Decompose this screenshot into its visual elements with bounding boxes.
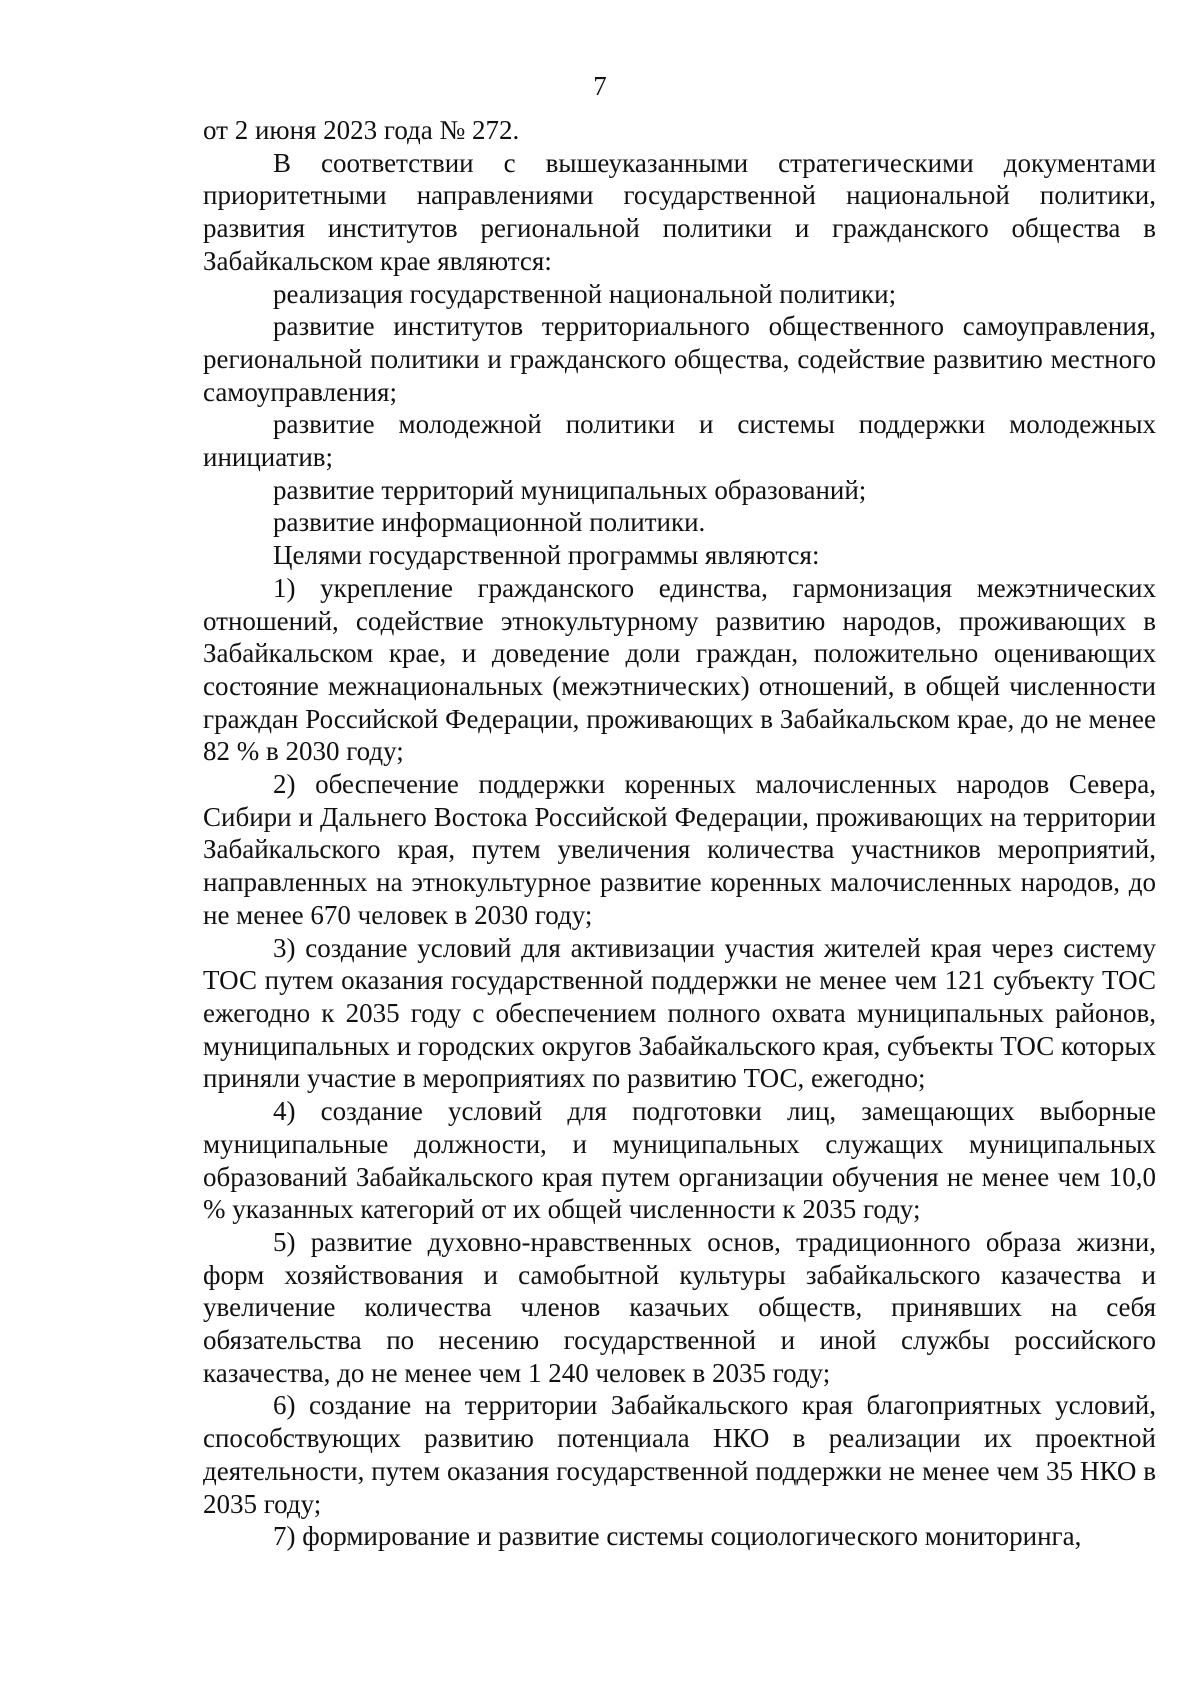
page-number: 7 bbox=[593, 71, 607, 101]
document-body bbox=[203, 114, 1156, 1553]
paragraph-priorities-intro: В соответствии с вышеуказанными стратегическими документами приоритетными направлениями государственной национальной политики, развития институтов региональной политики и гражданского общества в Забайкальском крае являются: bbox=[203, 147, 1156, 276]
list-item-priority-self-government: развитие институтов территориального общественного самоуправления, региональной политики и гражданского общества, содействие развитию местного самоуправления; bbox=[203, 311, 1156, 407]
list-item-priority-youth-policy: развитие молодежной политики и системы поддержки молодежных инициатив; bbox=[203, 409, 1156, 473]
list-item-goal-2: 2) обеспечение поддержки коренных малочисленных народов Севера, Сибири и Дальнего Востока Российской Федерации, проживающих на территории Забайкальского края, путем увеличения количества участников мероприятий, направленных на этнокультурное развитие коренных малочисленных народов, до не менее 670 человек в 2030 году; bbox=[203, 769, 1156, 930]
paragraph-goals-intro: Целями государственной программы являются: bbox=[273, 540, 820, 571]
list-item-goal-7: 7) формирование и развитие системы социологического мониторинга, bbox=[273, 1521, 1082, 1552]
list-item-priority-municipal-territories: развитие территорий муниципальных образований; bbox=[273, 474, 867, 505]
list-item-goal-4: 4) создание условий для подготовки лиц, замещающих выборные муниципальные должности, и муниципальных служащих муниципальных образований Забайкальского края путем организации обучения не менее чем 10,0 % указанных категорий от их общей численности к 2035 году; bbox=[203, 1096, 1156, 1225]
list-item-priority-national-policy: реализация государственной национальной политики; bbox=[273, 278, 897, 309]
list-item-priority-information-policy: развитие информационной политики. bbox=[273, 507, 706, 538]
list-item-goal-5: 5) развитие духовно-нравственных основ, традиционного образа жизни, форм хозяйствования и самобытной культуры забайкальского казачества и увеличение количества членов казачьих обществ, принявших на себя обязательства по несению государственной и иной службы российского казачества, до не менее чем 1 240 человек в 2035 году; bbox=[203, 1226, 1156, 1388]
paragraph-continuation: от 2 июня 2023 года № 272. bbox=[203, 115, 520, 145]
list-item-goal-3: 3) создание условий для активизации участия жителей края через систему ТОС путем оказания государственной поддержки не менее чем 121 субъекту ТОС ежегодно к 2035 году с обеспечением полного охвата муниципальных районов, муниципальных и городских округов Забайкальского края, субъекты ТОС которых приняли участие в мероприятиях по развитию ТОС, ежегодно; bbox=[203, 932, 1156, 1094]
list-item-goal-1: 1) укрепление гражданского единства, гармонизация межэтнических отношений, содействие этнокультурному развитию народов, проживающих в Забайкальском крае, и доведение доли граждан, положительно оценивающих состояние межнациональных (межэтнических) отношений, в общей численности граждан Российской Федерации, проживающих в Забайкальском крае, до не менее 82 % в 2030 году; bbox=[203, 572, 1156, 767]
list-item-goal-6: 6) создание на территории Забайкальского края благоприятных условий, способствующих развитию потенциала НКО в реализации их проектной деятельности, путем оказания государственной поддержки не менее чем 35 НКО в 2035 году; bbox=[203, 1390, 1156, 1519]
